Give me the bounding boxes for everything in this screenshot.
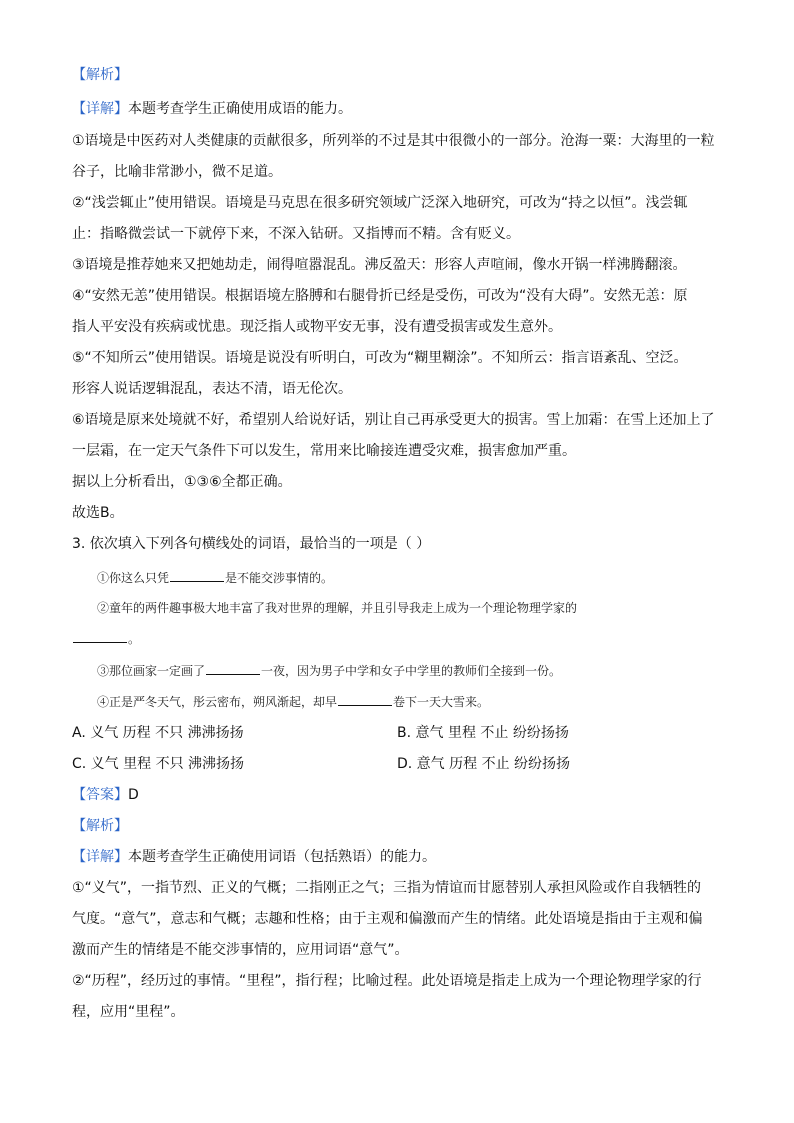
- answer-line: [72, 786, 732, 804]
- analysis-line: 激而产生的情绪是不能交涉事情的，应用词语“意气”。: [72, 942, 409, 958]
- option-c: C. 义气 里程 不只 沸沸扬扬: [72, 756, 245, 772]
- fill-blank-4: [338, 693, 392, 706]
- option-d: D. 意气 历程 不止 纷纷扬扬: [397, 756, 571, 772]
- sentence-1-part-a: ①你这么只凭: [97, 571, 170, 585]
- analysis-line: 止：指略微尝试一下就停下来，不深入钻研。又指博而不精。含有贬义。: [72, 226, 520, 242]
- xiangjie-text: 本题考查学生正确使用成语的能力。: [128, 101, 352, 117]
- jiexi-heading-2: 【解析】: [72, 818, 128, 834]
- question-3-stem: 3. 依次填入下列各句横线处的词语，最恰当的一项是（ ）: [72, 536, 431, 552]
- xiangjie-tag-2: 【详解】: [72, 849, 128, 865]
- analysis-line: ①“义气”，一指节烈、正义的气概；二指刚正之气；三指为情谊而甘愿替别人承担风险或作自我牺牲的: [72, 880, 702, 896]
- xiangjie-tag: 【详解】: [72, 101, 128, 117]
- analysis-line: 程，应用“里程”。: [72, 1004, 185, 1020]
- analysis-conclusion: 据以上分析看出，①③⑥全都正确。: [72, 474, 292, 490]
- option-a: A. 义气 历程 不只 沸沸扬扬: [72, 725, 244, 741]
- analysis-line: 一层霜，在一定天气条件下可以发生，常用来比喻接连遭受灾难，损害愈加严重。: [72, 443, 576, 459]
- analysis-line: ②“历程”，经历过的事情。“里程”，指行程；比喻过程。此处语境是指走上成为一个理论物理学家的行: [72, 973, 702, 989]
- analysis-line: 谷子，比喻非常渺小，微不足道。: [72, 164, 282, 180]
- analysis-line: 气度。“意气”，意志和气概；志趣和性格；由于主观和偏激而产生的情绪。此处语境是指由于主观和偏: [72, 911, 703, 927]
- option-b: B. 意气 里程 不止 纷纷扬扬: [397, 725, 569, 741]
- sentence-3-part-b: 一夜，因为男子中学和女子中学里的教师们全接到一份。: [261, 664, 562, 678]
- sentence-2-continued: [72, 630, 707, 647]
- xiangjie-text-2: 本题考查学生正确使用词语（包括熟语）的能力。: [128, 849, 436, 865]
- analysis-line: ⑤“不知所云”使用错误。语境是说没有听明白，可改为“糊里糊涂”。不知所云：指言语紊乱、空泛。: [72, 350, 688, 366]
- sentence-1: [97, 569, 732, 586]
- sentence-3-part-a: ③那位画家一定画了: [97, 664, 206, 678]
- sentence-4-part-b: 卷下一天大雪来。: [393, 695, 490, 709]
- sentence-2-part-b: 。: [128, 632, 141, 646]
- analysis-line: ①语境是中医药对人类健康的贡献很多，所列举的不过是其中很微小的一部分。沧海一粟：大海里的一粒: [72, 133, 715, 149]
- analysis-line: ②“浅尝辄止”使用错误。语境是马克思在很多研究领域广泛深入地研究，可改为“持之以恒”。浅尝辄: [72, 195, 688, 211]
- xiangjie-paragraph: [72, 100, 732, 118]
- analysis-line: ⑥语境是原来处境就不好，希望别人给说好话，别让自己再承受更大的损害。雪上加霜：在雪上还加上了: [72, 412, 715, 428]
- sentence-4-part-a: ④正是严冬天气，彤云密布，朔风渐起，却早: [97, 695, 338, 709]
- answer-tag: 【答案】: [72, 787, 128, 803]
- sentence-2: ②童年的两件趣事极大地丰富了我对世界的理解，并且引导我走上成为一个理论物理学家的: [97, 601, 578, 615]
- analysis-choice: 故选B。: [72, 505, 124, 521]
- fill-blank-2: [73, 630, 127, 643]
- jiexi-heading: 【解析】: [72, 67, 128, 83]
- sentence-1-part-b: 是不能交涉事情的。: [225, 571, 334, 585]
- analysis-line: ③语境是推荐她来又把她劫走，闹得喧嚣混乱。沸反盈天：形容人声喧闹，像水开锅一样沸腾翻滚。: [72, 257, 687, 273]
- fill-blank-1: [170, 569, 224, 582]
- sentence-4: [97, 693, 732, 710]
- sentence-3: [97, 662, 732, 679]
- analysis-line: 指人平安没有疾病或忧患。现泛指人或物平安无事，没有遭受损害或发生意外。: [72, 319, 562, 335]
- fill-blank-3: [206, 662, 260, 675]
- analysis-line: 形容人说话逻辑混乱，表达不清，语无伦次。: [72, 381, 352, 397]
- analysis-line: ④“安然无恙”使用错误。根据语境左胳膊和右腿骨折已经是受伤，可改为“没有大碍”。安然无恙：原: [72, 288, 688, 304]
- xiangjie-paragraph-2: [72, 848, 732, 866]
- answer-value: D: [128, 787, 139, 803]
